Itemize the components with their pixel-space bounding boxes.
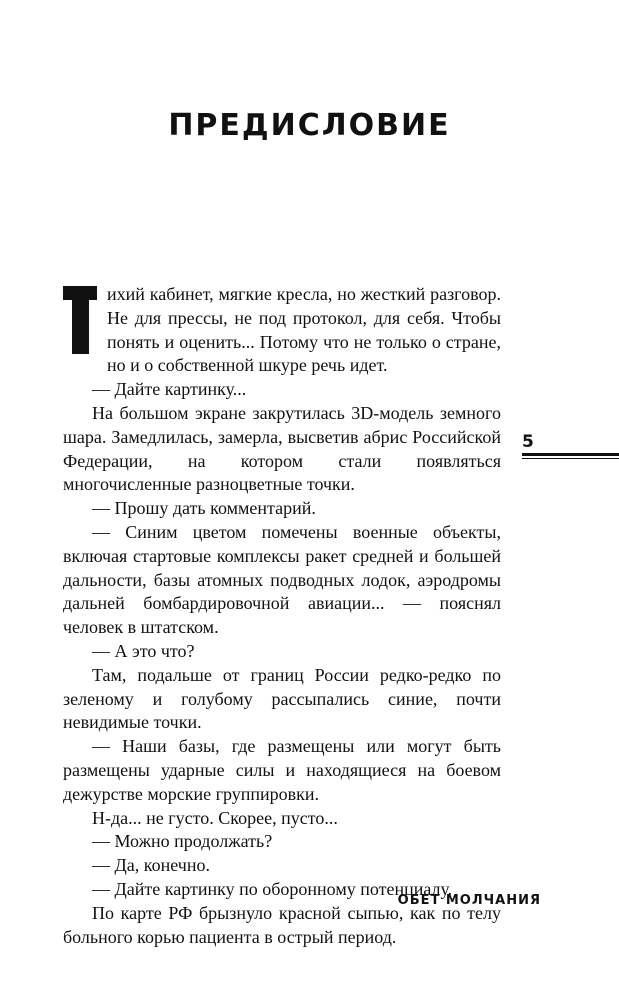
paragraph-5: — Синим цветом помечены военные объекты, включая стартовые комплексы ракет средней и большей дальности, базы атомных подводных лодок, аэродромы дальней бомбардировочной авиации... — пояснял человек в штатском. — [63, 521, 501, 638]
paragraph-8: — Наши базы, где размещены или могут быть размещены ударные силы и находящиеся на боевом дежурстве морские группировки. — [63, 736, 501, 804]
paragraph-1 — [63, 283, 501, 378]
drop-cap-glyph — [63, 286, 97, 354]
drop-cap-letter — [63, 286, 64, 287]
paragraph-7: Там, подальше от границ России редко-редко по зеленому и голубому рассыпались синие, почти невидимые точки. — [63, 664, 501, 733]
paragraph-9: Н-да... не густо. Скорее, пусто... — [92, 807, 338, 828]
paragraph-12: — Дайте картинку по оборонному потенциалу. — [92, 878, 453, 899]
paragraph-4: — Прошу дать комментарий. — [92, 498, 316, 519]
paragraph-6: — А это что? — [92, 640, 195, 661]
running-footer: ОБЕТ МОЛЧАНИЯ — [397, 893, 541, 908]
paragraph-2: — Дайте картинку... — [92, 379, 247, 400]
drop-cap — [63, 286, 105, 358]
page-number-rule — [522, 453, 619, 459]
paragraph-3: На большом экране закрутилась 3D-модель земного шара. Замедлилась, замерла, высветив абрис Российской Федерации, на котором стали появляться многочисленные разноцветные точки. — [63, 402, 501, 495]
body-text — [63, 283, 501, 949]
page-number: 5 — [522, 432, 534, 452]
paragraph-text: ихий кабинет, мягкие кресла, но жесткий разговор. Не для прессы, не под протокол, для себя. Чтобы понять и оценить... Потому что не только о стране, но и о собственной шкуре речь идет. — [107, 284, 501, 376]
chapter-title: ПРЕДИСЛОВИЕ — [168, 108, 451, 143]
paragraph-11: — Да, конечно. — [92, 855, 210, 876]
paragraph-10: — Можно продолжать? — [92, 831, 273, 852]
paragraph-13: По карте РФ брызнуло красной сыпью, как по телу больного корью пациента в острый период. — [63, 902, 501, 947]
